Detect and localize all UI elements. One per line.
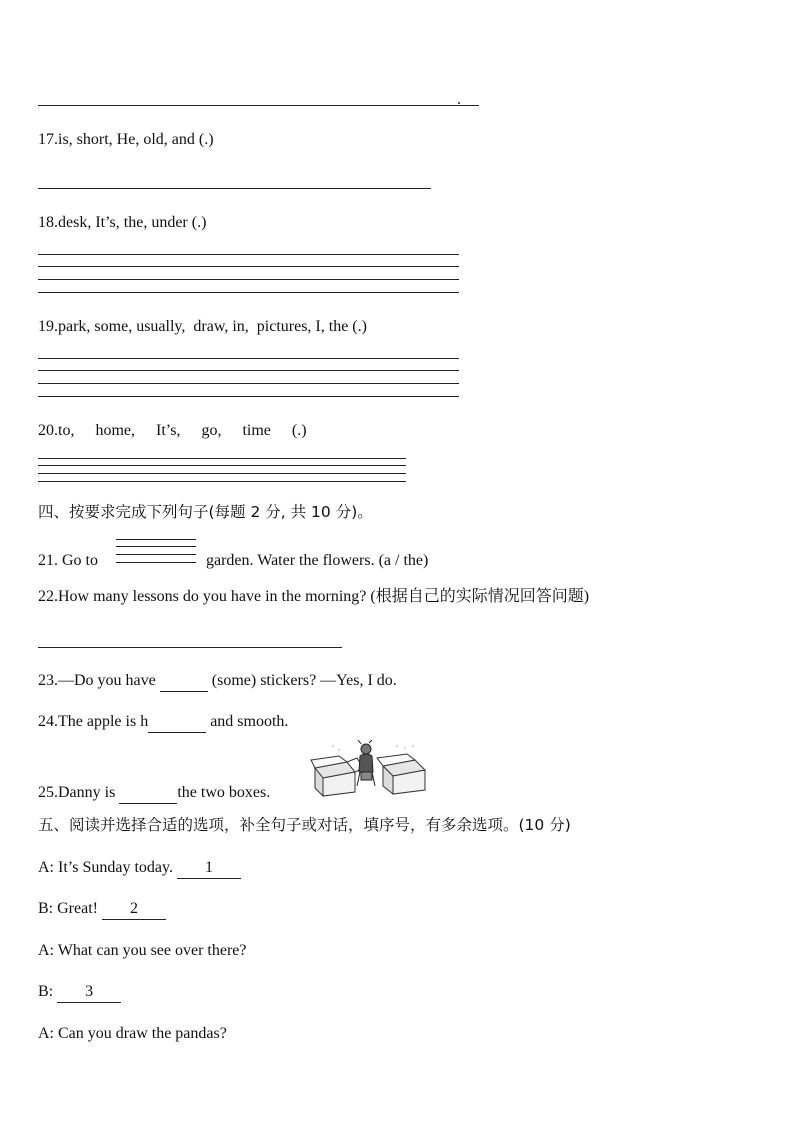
writing-line[interactable] [38,465,406,466]
dialogue-line-3 [38,941,247,961]
answer-line[interactable] [38,647,342,648]
writing-line[interactable] [38,279,459,280]
speaker: A: [38,942,54,959]
question-21-end: garden. Water the flowers. (a / the) [206,552,429,569]
dialogue-line-5 [38,1024,227,1044]
dialogue-text: It’s Sunday today. [58,859,173,876]
text: (some) stickers? —Yes, I do. [211,672,397,689]
answer-blank[interactable] [57,982,121,1003]
dialogue-text: Can you draw the pandas? [58,1025,227,1042]
question-22: 22.How many lessons do you have in the morning? (根据自己的实际情况回答问题) [38,588,590,605]
writing-line [116,539,196,540]
answer-blank[interactable] [102,899,166,920]
period-mark: . [457,91,461,108]
dialogue-line-4 [38,982,121,1003]
writing-line[interactable] [38,266,459,267]
blank-number: 2 [129,900,138,917]
section-4-title: 四、按要求完成下列句子(每题 2 分, 共 10 分)。 [38,503,373,521]
dialogue-text: What can you see over there? [57,942,247,959]
answer-line[interactable] [38,188,431,189]
writing-line[interactable] [38,292,459,293]
writing-line[interactable] [38,383,459,384]
writing-line[interactable] [38,458,406,459]
answer-blank[interactable] [119,783,177,804]
question-17: 17.is, short, He, old, and (.) [38,131,214,148]
question-20 [38,421,328,441]
question-25 [38,783,270,804]
writing-line[interactable] [38,481,406,482]
question-21-start: 21. Go to [38,552,98,569]
question-18: 18.desk, It’s, the, under (.) [38,214,207,231]
writing-line [116,562,196,563]
text: 24.The apple is h [38,713,149,730]
question-19: 19.park, some, usually, draw, in, pictures, I, the (.) [38,318,367,335]
speaker: B: [38,983,54,1000]
boxes-illustration [309,740,431,798]
answer-line[interactable] [38,105,479,106]
writing-line [116,554,196,555]
dialogue-text: Great! [57,900,98,917]
word: go, [201,422,222,439]
dialogue-line-2 [38,899,166,920]
question-23 [38,671,397,692]
text: 25.Danny is [38,784,116,801]
word: home, [95,422,135,439]
writing-line[interactable] [38,473,406,474]
text: and smooth. [210,713,289,730]
writing-line[interactable] [38,254,459,255]
writing-line[interactable] [38,370,459,371]
word: 20.to, [38,422,75,439]
question-24 [38,712,288,733]
answer-blank[interactable] [148,712,206,733]
answer-blank[interactable] [160,671,208,692]
word: (.) [291,422,307,439]
blank-number: 3 [85,983,94,1000]
four-line-blank[interactable] [116,538,196,564]
word: It’s, [156,422,181,439]
speaker: A: [38,1025,54,1042]
writing-line[interactable] [38,396,459,397]
writing-line [116,546,196,547]
speaker: A: [38,859,54,876]
text: 23.—Do you have [38,672,156,689]
dialogue-line-1 [38,858,241,879]
word: time [242,422,271,439]
blank-number: 1 [204,859,213,876]
speaker: B: [38,900,54,917]
writing-line[interactable] [38,358,459,359]
section-5-title: 五、阅读并选择合适的选项，补全句子或对话，填序号，有多余选项。(10 分) [38,816,571,834]
answer-blank[interactable] [177,858,241,879]
text: the two boxes. [177,784,271,801]
